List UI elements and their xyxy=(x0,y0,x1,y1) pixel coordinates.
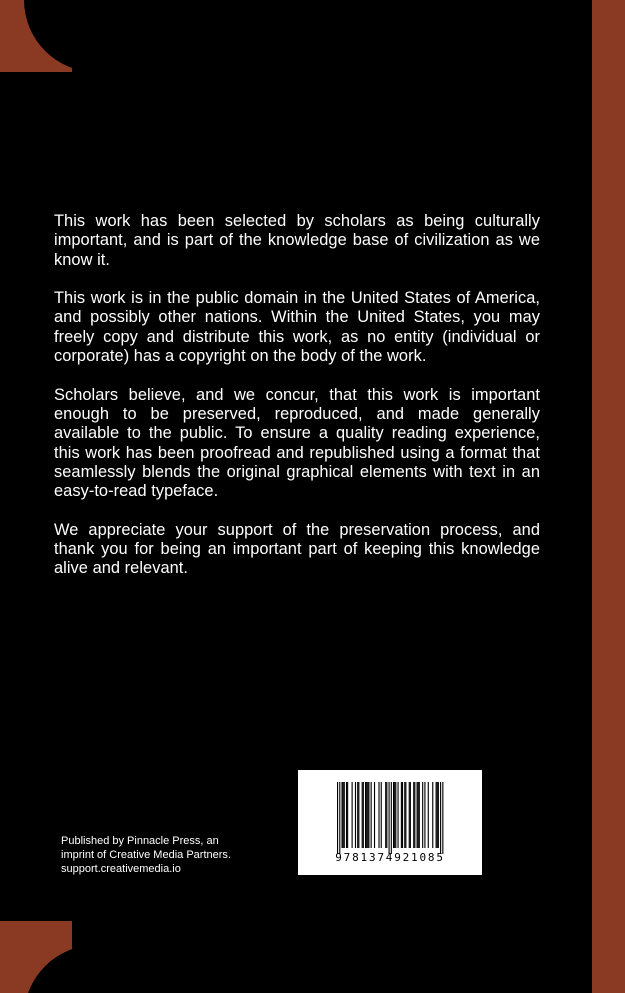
barcode-bar xyxy=(410,782,411,848)
barcode-bar xyxy=(419,782,420,848)
corner-ornament-bottom-left xyxy=(0,921,72,993)
barcode-bar xyxy=(357,782,358,848)
barcode-bar xyxy=(368,782,369,848)
isbn-barcode xyxy=(298,770,482,875)
barcode-bar xyxy=(428,782,429,848)
barcode-bar xyxy=(414,782,415,848)
paragraph-1: This work has been selected by scholars as being culturally important, and is part of the knowledge base of civilization as we know it. xyxy=(54,212,540,269)
description-text xyxy=(54,212,540,598)
paragraph-3: Scholars believe, and we concur, that this work is important enough to be preserved, reproduced, and made generally available to the public. To ensure a quality reading experience, this work has been proofread and republished using a format that seamlessly blends the original graphical elements with text in an easy-to-read typeface. xyxy=(54,385,540,501)
publisher-info xyxy=(61,834,231,876)
barcode-bar xyxy=(381,782,382,848)
barcode-bar xyxy=(437,782,438,848)
barcode-bar xyxy=(424,782,425,848)
barcode-bar xyxy=(386,782,387,848)
barcode-bar xyxy=(358,782,359,848)
barcode-bar xyxy=(432,782,433,848)
barcode-bar xyxy=(418,782,419,848)
barcode-bar xyxy=(367,782,368,848)
barcode-bar xyxy=(352,782,353,848)
barcode-bar xyxy=(409,782,410,848)
barcode-bar xyxy=(397,782,398,848)
barcode-bar xyxy=(347,782,348,848)
isbn-number: 9781374921085 xyxy=(335,851,445,864)
barcode-bar xyxy=(422,782,423,848)
barcode-bar xyxy=(413,782,414,848)
paragraph-2: This work is in the public domain in the United States of America, and possibly other nations. Within the United States, you may freely copy and distribute this work, as no entity (individual or corporate) has a copyright on the body of the work. xyxy=(54,289,540,366)
barcode-bar xyxy=(405,782,406,848)
barcode-bar xyxy=(402,782,403,848)
barcode-bar xyxy=(385,782,386,848)
barcode-bar xyxy=(365,782,366,848)
barcode-bar xyxy=(395,782,396,848)
barcode-bar xyxy=(401,782,402,848)
barcode-bar xyxy=(366,782,367,848)
barcode-bar xyxy=(394,782,395,848)
barcode-bar xyxy=(436,782,437,848)
barcode-bar xyxy=(371,782,372,848)
barcode-bar xyxy=(343,782,344,848)
barcode-bar xyxy=(374,782,375,848)
barcode-bar xyxy=(339,782,340,854)
publisher-line-1: Published by Pinnacle Press, an xyxy=(61,835,219,847)
barcode-bar xyxy=(438,782,439,848)
barcode-bar xyxy=(404,782,405,848)
barcode-bar xyxy=(440,782,441,854)
barcode-bar xyxy=(344,782,345,848)
corner-ornament-top-left xyxy=(0,0,72,72)
barcode-bar xyxy=(362,782,363,848)
barcode-bar xyxy=(341,782,342,848)
publisher-url: support.creativemedia.io xyxy=(61,863,181,875)
barcode-bar xyxy=(337,782,338,854)
barcode-bar xyxy=(391,782,392,854)
barcode-bar xyxy=(417,782,418,848)
paragraph-4: We appreciate your support of the preservation process, and thank you for being an important part of keeping this knowledge alive and relevant. xyxy=(54,520,540,578)
barcode-bar xyxy=(355,782,356,848)
barcode-bar xyxy=(393,782,394,848)
barcode-bar xyxy=(363,782,364,848)
barcode-bar xyxy=(378,782,379,848)
publisher-line-2: imprint of Creative Media Partners. xyxy=(61,849,231,861)
barcode-bar xyxy=(346,782,347,848)
barcode-bar xyxy=(442,782,443,854)
barcode-bar xyxy=(389,782,390,854)
spine-strip xyxy=(592,0,625,993)
